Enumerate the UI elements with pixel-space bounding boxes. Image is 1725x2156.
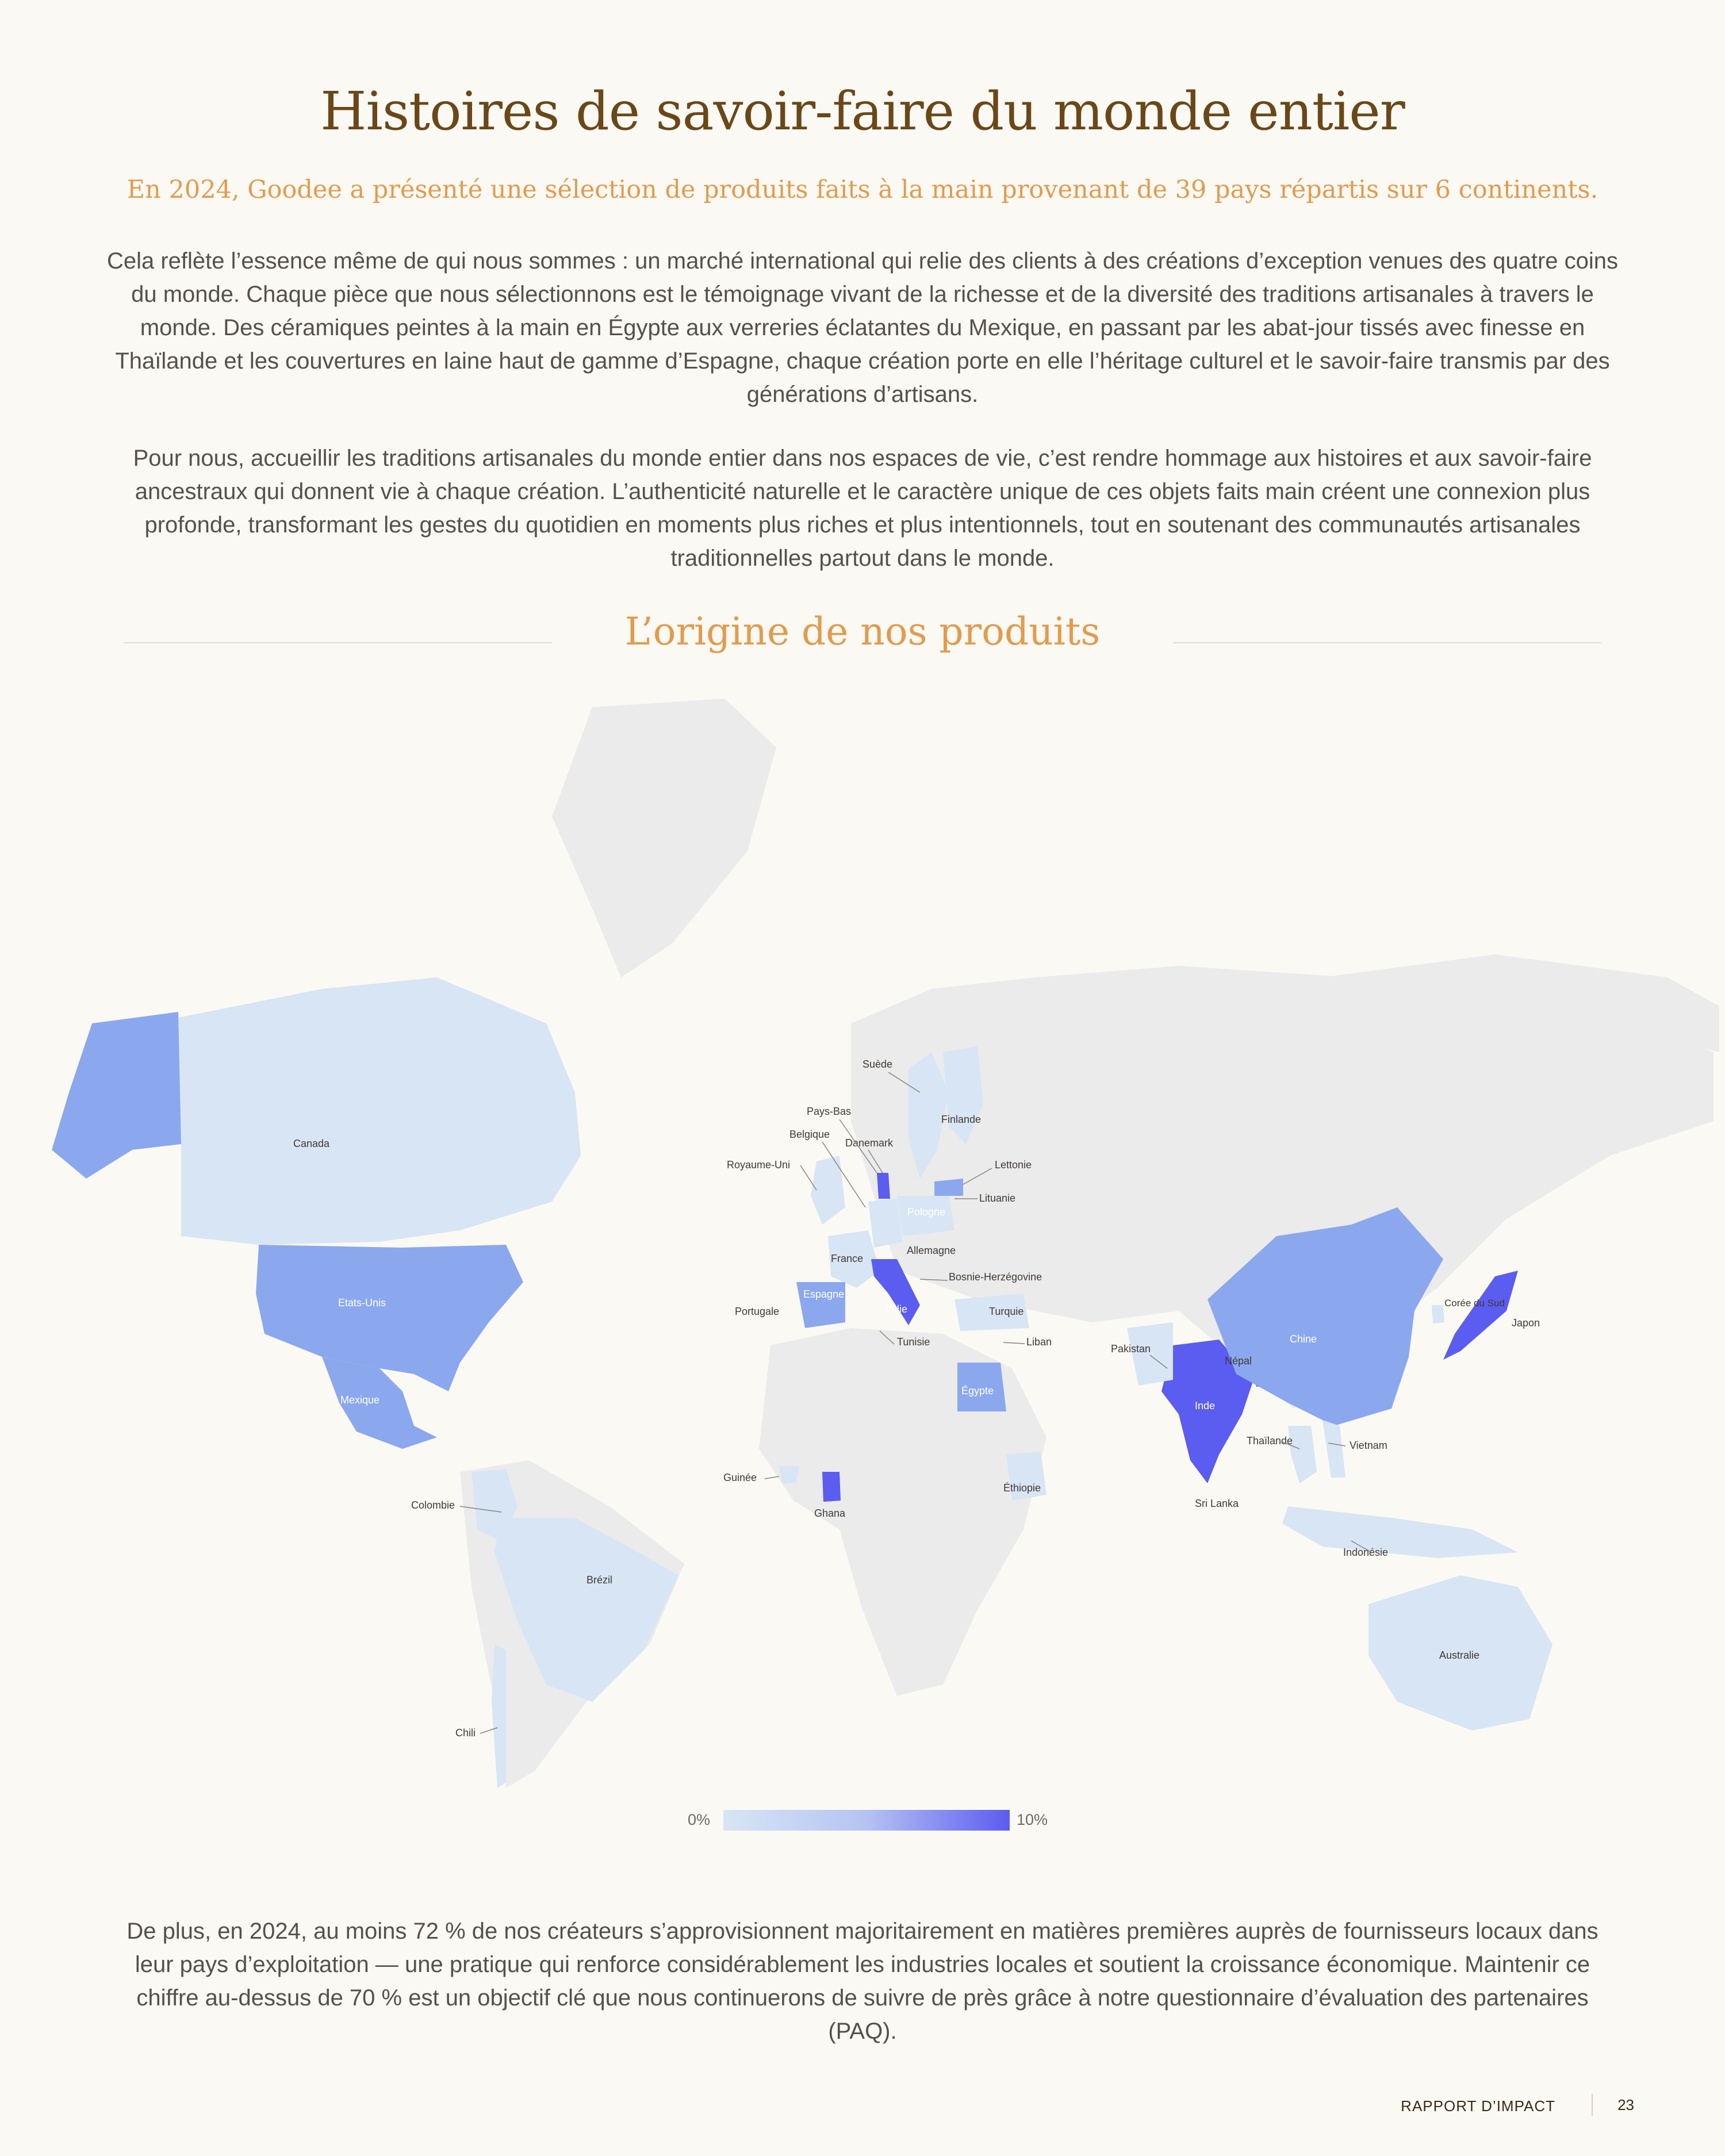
label-mexico: Mexique: [340, 1394, 380, 1406]
legend-min-label: 0%: [688, 1811, 711, 1828]
label-south-korea: Corée du Sud: [1444, 1298, 1505, 1309]
label-lebanon: Liban: [1026, 1336, 1052, 1348]
label-guinea: Guinée: [723, 1472, 757, 1483]
country-vietnam: [1322, 1420, 1346, 1478]
legend-gradient-bar: [723, 1810, 1010, 1831]
label-belgium: Belgique: [789, 1129, 830, 1140]
label-colombia: Colombie: [411, 1499, 455, 1511]
label-poland: Pologne: [907, 1206, 946, 1218]
label-lithuania: Lituanie: [979, 1192, 1016, 1204]
label-spain: Espagne: [803, 1288, 845, 1300]
report-label: RAPPORT D’IMPACT: [1401, 2097, 1555, 2115]
label-indonesia: Indonésie: [1343, 1547, 1389, 1558]
page-subtitle: En 2024, Goodee a présenté une sélection de produits faits à la main provenant de 39 pays répartis sur 6 continents.: [126, 175, 1598, 204]
intro-paragraph: Cela reflète l’essence même de qui nous sommes : un marché international qui relie des clients à des créations d’exception venues des quatre coins du monde. Chaque pièce que nous sélectionnons est le témoignage vivant de la richesse et de la diversité des traditions artisanales à travers le monde. Des céramiques peintes à la main en Égypte aux verreries éclatantes du Mexique, en passant par les abat-jour tissés avec finesse en Thaïlande et les couvertures en laine haut de gamme d’Espagne, chaque création porte en elle l’héritage culturel et le savoir-faire transmis par des générations d’artisans.: [106, 248, 1619, 407]
country-chile: [492, 1644, 506, 1788]
page-number: 23: [1617, 2096, 1634, 2113]
label-tunisia: Tunisie: [897, 1336, 930, 1348]
label-usa: Etats-Unis: [338, 1297, 386, 1309]
label-india: Inde: [1195, 1400, 1216, 1411]
label-ethiopia: Éthiopie: [1003, 1482, 1041, 1494]
second-paragraph: Pour nous, accueillir les traditions artisanales du monde entier dans nos espaces de vie, c’est rendre hommage aux histoires et aux savoir-faire ancestraux qui donnent vie à chaque création. L’authenticité naturelle et le caractère unique de ces objets faits main créent une connexion plus profonde, transformant les gestes du quotidien en moments plus riches et plus intentionnels, tout en soutenant des communautés artisanales traditionnelles partout dans le monde.: [133, 446, 1592, 571]
label-sri-lanka: Sri Lanka: [1195, 1498, 1239, 1509]
country-uk: [811, 1156, 845, 1225]
country-denmark: [877, 1173, 890, 1199]
label-france: France: [831, 1253, 864, 1264]
label-chile: Chili: [455, 1727, 476, 1739]
label-latvia: Lettonie: [995, 1159, 1032, 1171]
label-brazil: Brézil: [586, 1574, 613, 1586]
divider-right: [1173, 642, 1601, 643]
label-nepal: Népal: [1225, 1355, 1252, 1367]
label-netherlands: Pays-Bas: [807, 1106, 852, 1117]
label-uk: Royaume-Uni: [727, 1159, 791, 1171]
label-denmark: Danemark: [845, 1137, 894, 1149]
country-germany: [868, 1199, 903, 1248]
country-south-korea: [1432, 1305, 1444, 1323]
footer-divider: [1592, 2094, 1593, 2116]
label-turkey: Turquie: [989, 1306, 1024, 1317]
label-china: Chine: [1290, 1333, 1317, 1345]
country-guinea: [779, 1466, 799, 1483]
label-portugal: Portugale: [735, 1306, 780, 1317]
country-japan: [1443, 1271, 1518, 1360]
label-italy: Italie: [885, 1303, 908, 1315]
world-map: [0, 678, 1725, 1823]
map-legend: [0, 1810, 1725, 1833]
label-pakistan: Pakistan: [1111, 1343, 1151, 1355]
map-section-header: [124, 609, 1601, 661]
country-ghana: [822, 1472, 841, 1502]
legend-max-label: 10%: [1017, 1811, 1048, 1828]
country-usa: [256, 1245, 523, 1391]
label-thailand: Thaïlande: [1247, 1435, 1293, 1447]
page-footer: [1334, 2094, 1679, 2117]
country-latvia: [934, 1179, 963, 1196]
africa-shape: [759, 1328, 1046, 1696]
label-australia: Australie: [1439, 1649, 1480, 1661]
label-egypt: Égypte: [961, 1385, 994, 1397]
country-thailand: [1288, 1426, 1317, 1483]
closing-paragraph: De plus, en 2024, au moins 72 % de nos créateurs s’approvisionnent majoritairement en matières premières auprès de fournisseurs locaux dans leur pays d’exploitation — une pratique qui renforce considérablement les industries locales et soutient la croissance économique. Maintenir ce chiffre au-dessus de 70 % est un objectif clé que nous continuerons de suivre de près grâce à notre questionnaire d’évaluation des partenaires (PAQ).: [126, 1919, 1598, 2044]
map-title: L’origine de nos produits: [624, 609, 1101, 654]
label-sweden: Suède: [862, 1058, 893, 1070]
label-finland: Finlande: [941, 1114, 982, 1125]
greenland-shape: [552, 699, 776, 977]
label-japan: Japon: [1512, 1317, 1540, 1329]
label-ghana: Ghana: [814, 1507, 846, 1519]
country-canada: [178, 977, 581, 1245]
label-canada: Canada: [293, 1138, 330, 1149]
label-germany: Allemagne: [907, 1245, 956, 1256]
label-vietnam: Vietnam: [1350, 1440, 1387, 1451]
country-indonesia: [1282, 1506, 1518, 1558]
country-alaska: [52, 1012, 181, 1179]
label-bosnia: Bosnie-Herzégovine: [949, 1271, 1042, 1283]
page-title: Histoires de savoir-faire du monde entier: [320, 80, 1405, 142]
